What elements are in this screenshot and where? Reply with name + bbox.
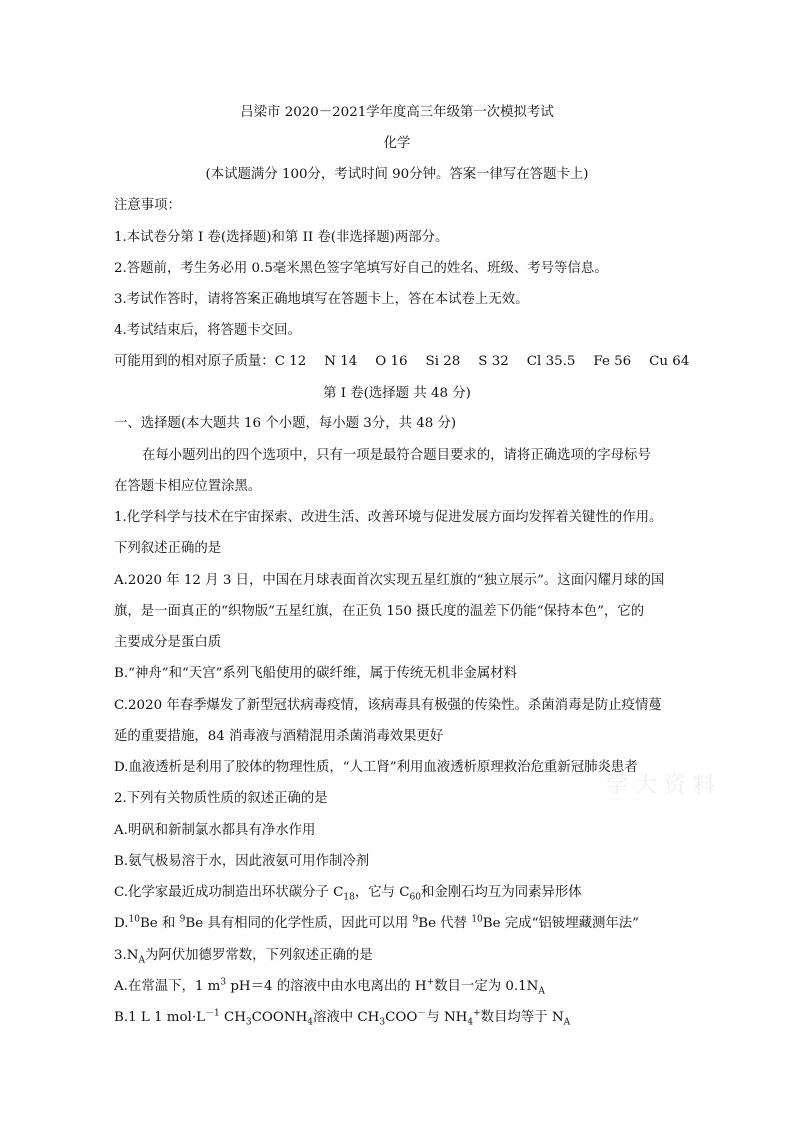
exam-info: (本试题满分 100分，考试时间 90分钟。答案一律写在答题卡上): [205, 167, 589, 182]
q2-d-sup-4: 10: [471, 914, 483, 925]
note-4: 4.考试结束后，将答题卡交回。: [114, 323, 301, 338]
atomic-mass-n: N 14: [324, 354, 358, 369]
q3-b-sub-2: 4: [307, 1017, 313, 1028]
section1-heading: 一、选择题(本大题共 16 个小题，每小题 3分，共 48 分): [114, 416, 457, 431]
part1-title: 第 I 卷(选择题 共 48 分): [323, 386, 471, 401]
q2-d-text-0: D.: [114, 916, 129, 931]
q2-option-c: [114, 883, 582, 903]
q3-b-sup-2: －: [417, 1008, 427, 1019]
q2-d-sup-1: 10: [128, 914, 140, 925]
q2-d-sup-3: 9: [412, 914, 419, 925]
note-2: 2.答题前，考生务必用 0.5毫米黑色签字笔填写好自己的姓名、班级、考号等信息。: [114, 261, 608, 276]
q3-a-sup-3: 3: [220, 977, 227, 988]
q3-b-sup-1: －1: [205, 1008, 220, 1019]
q2-option-b: B.氨气极易溶于水，因此液氨可用作制冷剂: [114, 854, 370, 869]
q1-option-c-2: 延的重要措施，84 消毒液与酒精混用杀菌消毒效果更好: [114, 729, 444, 744]
q3-b-sub-5: A: [563, 1017, 571, 1028]
q3-b-text-2: CH: [219, 1010, 246, 1025]
q3-b-text-4: 溶液中 CH: [313, 1010, 380, 1025]
q2-d-text-2: Be 具有相同的化学性质，因此可以用: [185, 916, 413, 931]
q3-a-text-3: 数目一定为 0.1N: [434, 979, 539, 994]
q3-b-sup-3: +: [473, 1008, 481, 1019]
q3-option-a: [114, 977, 545, 997]
atomic-masses: [114, 352, 707, 372]
notes-heading: 注意事项：: [114, 198, 181, 213]
q3-option-b: [114, 1008, 570, 1028]
q1-option-b: B.“神舟”和“天宫”系列飞船使用的碳纤维，属于传统无机非金属材料: [114, 666, 518, 681]
atomic-mass-label: 可能用到的相对原子质量：: [114, 354, 275, 369]
q3-b-sub-3: 3: [379, 1017, 386, 1028]
q3-a-sub-a: A: [538, 986, 545, 997]
q3-a-sup-plus: +: [426, 977, 435, 988]
atomic-mass-s: S 32: [478, 354, 509, 369]
q1-option-a-2: 旗，是一面真正的“织物版”五星红旗，在正负 150 摄氏度的温差下仍能“保持本色”，它的: [114, 604, 645, 619]
instruction-line-1: 在每小题列出的四个选项中，只有一项是最符合题目要求的，请将正确选项的字母标号: [142, 448, 651, 463]
exam-title: 吕梁市 2020－2021学年度高三年级第一次模拟考试: [240, 105, 554, 120]
watermark: 学 大 资 料: [606, 773, 715, 798]
q3-a-text-1: A.在常温下，1 m: [114, 979, 221, 994]
q1-stem-1: 1.化学科学与技术在宇宙探索、改进生活、改善环境与促进发展方面均发挥着关键性的作用。: [114, 510, 663, 525]
q2-c-sub-18: 18: [343, 892, 355, 903]
q2-option-a: A.明矾和新制氯水都具有净水作用: [114, 823, 316, 838]
note-3: 3.考试作答时，请将答案正确地填写在答题卡上，答在本试卷上无效。: [114, 292, 529, 307]
q3-b-sub-1: 3: [245, 1017, 252, 1028]
instruction-line-2: 在答题卡相应位置涂黑。: [114, 479, 262, 494]
q1-option-d: D.血液透析是利用了胶体的物理性质，“人工肾”利用血液透析原理救治危重新冠肺炎患者: [114, 760, 638, 775]
subject-title: 化学: [383, 136, 411, 151]
q3-stem-text-1: 3.N: [114, 948, 139, 963]
q2-c-text-3: 和金刚石均互为同素异形体: [420, 885, 582, 900]
q2-d-text-4: Be 完成“铝铍埋藏测年法”: [482, 916, 639, 931]
note-1: 1.本试卷分第 I 卷(选择题)和第 II 卷(非选择题)两部分。: [114, 230, 449, 245]
q2-c-sub-60: 60: [409, 892, 421, 903]
atomic-mass-c: C 12: [274, 354, 307, 369]
q3-b-text-3: COONH: [251, 1010, 308, 1025]
q3-stem-text-2: 为阿伏加德罗常数，下列叙述正确的是: [145, 948, 373, 963]
atomic-mass-fe: Fe 56: [593, 354, 632, 369]
q3-b-text-6: 与 NH: [426, 1010, 468, 1025]
atomic-mass-cl: Cl 35.5: [526, 354, 576, 369]
q2-d-sup-2: 9: [179, 914, 186, 925]
q2-c-text-1: C.化学家最近成功制造出环状碳分子 C: [114, 885, 344, 900]
q1-option-a-3: 主要成分是蛋白质: [114, 635, 222, 650]
q3-stem: [114, 946, 373, 966]
q3-b-text-1: B.1 L 1 mol·L: [114, 1010, 205, 1025]
q3-b-text-5: COO: [385, 1010, 418, 1025]
q1-option-a-1: A.2020 年 12 月 3 日，中国在月球表面首次实现五星红旗的“独立展示”。这面闪耀月球的国: [114, 573, 665, 588]
q3-stem-sub: A: [138, 955, 145, 966]
atomic-mass-si: Si 28: [425, 354, 461, 369]
q3-b-text-7: 数目均等于 N: [480, 1010, 564, 1025]
atomic-mass-o: O 16: [375, 354, 408, 369]
q1-stem-2: 下列叙述正确的是: [114, 541, 222, 556]
q2-d-text-3: Be 代替: [418, 916, 472, 931]
atomic-mass-cu: Cu 64: [649, 354, 690, 369]
q3-a-text-2: pH＝4 的溶液中由水电离出的 H: [226, 979, 427, 994]
q2-d-text-1: Be 和: [139, 916, 180, 931]
q3-b-sub-4: 4: [467, 1017, 474, 1028]
q2-option-d: [114, 914, 639, 934]
q2-stem: 2.下列有关物质性质的叙述正确的是: [114, 791, 328, 806]
q1-option-c-1: C.2020 年春季爆发了新型冠状病毒疫情，该病毒具有极强的传染性。杀菌消毒是防止疫情蔓: [114, 698, 662, 713]
q2-c-text-2: ，它与 C: [354, 885, 410, 900]
